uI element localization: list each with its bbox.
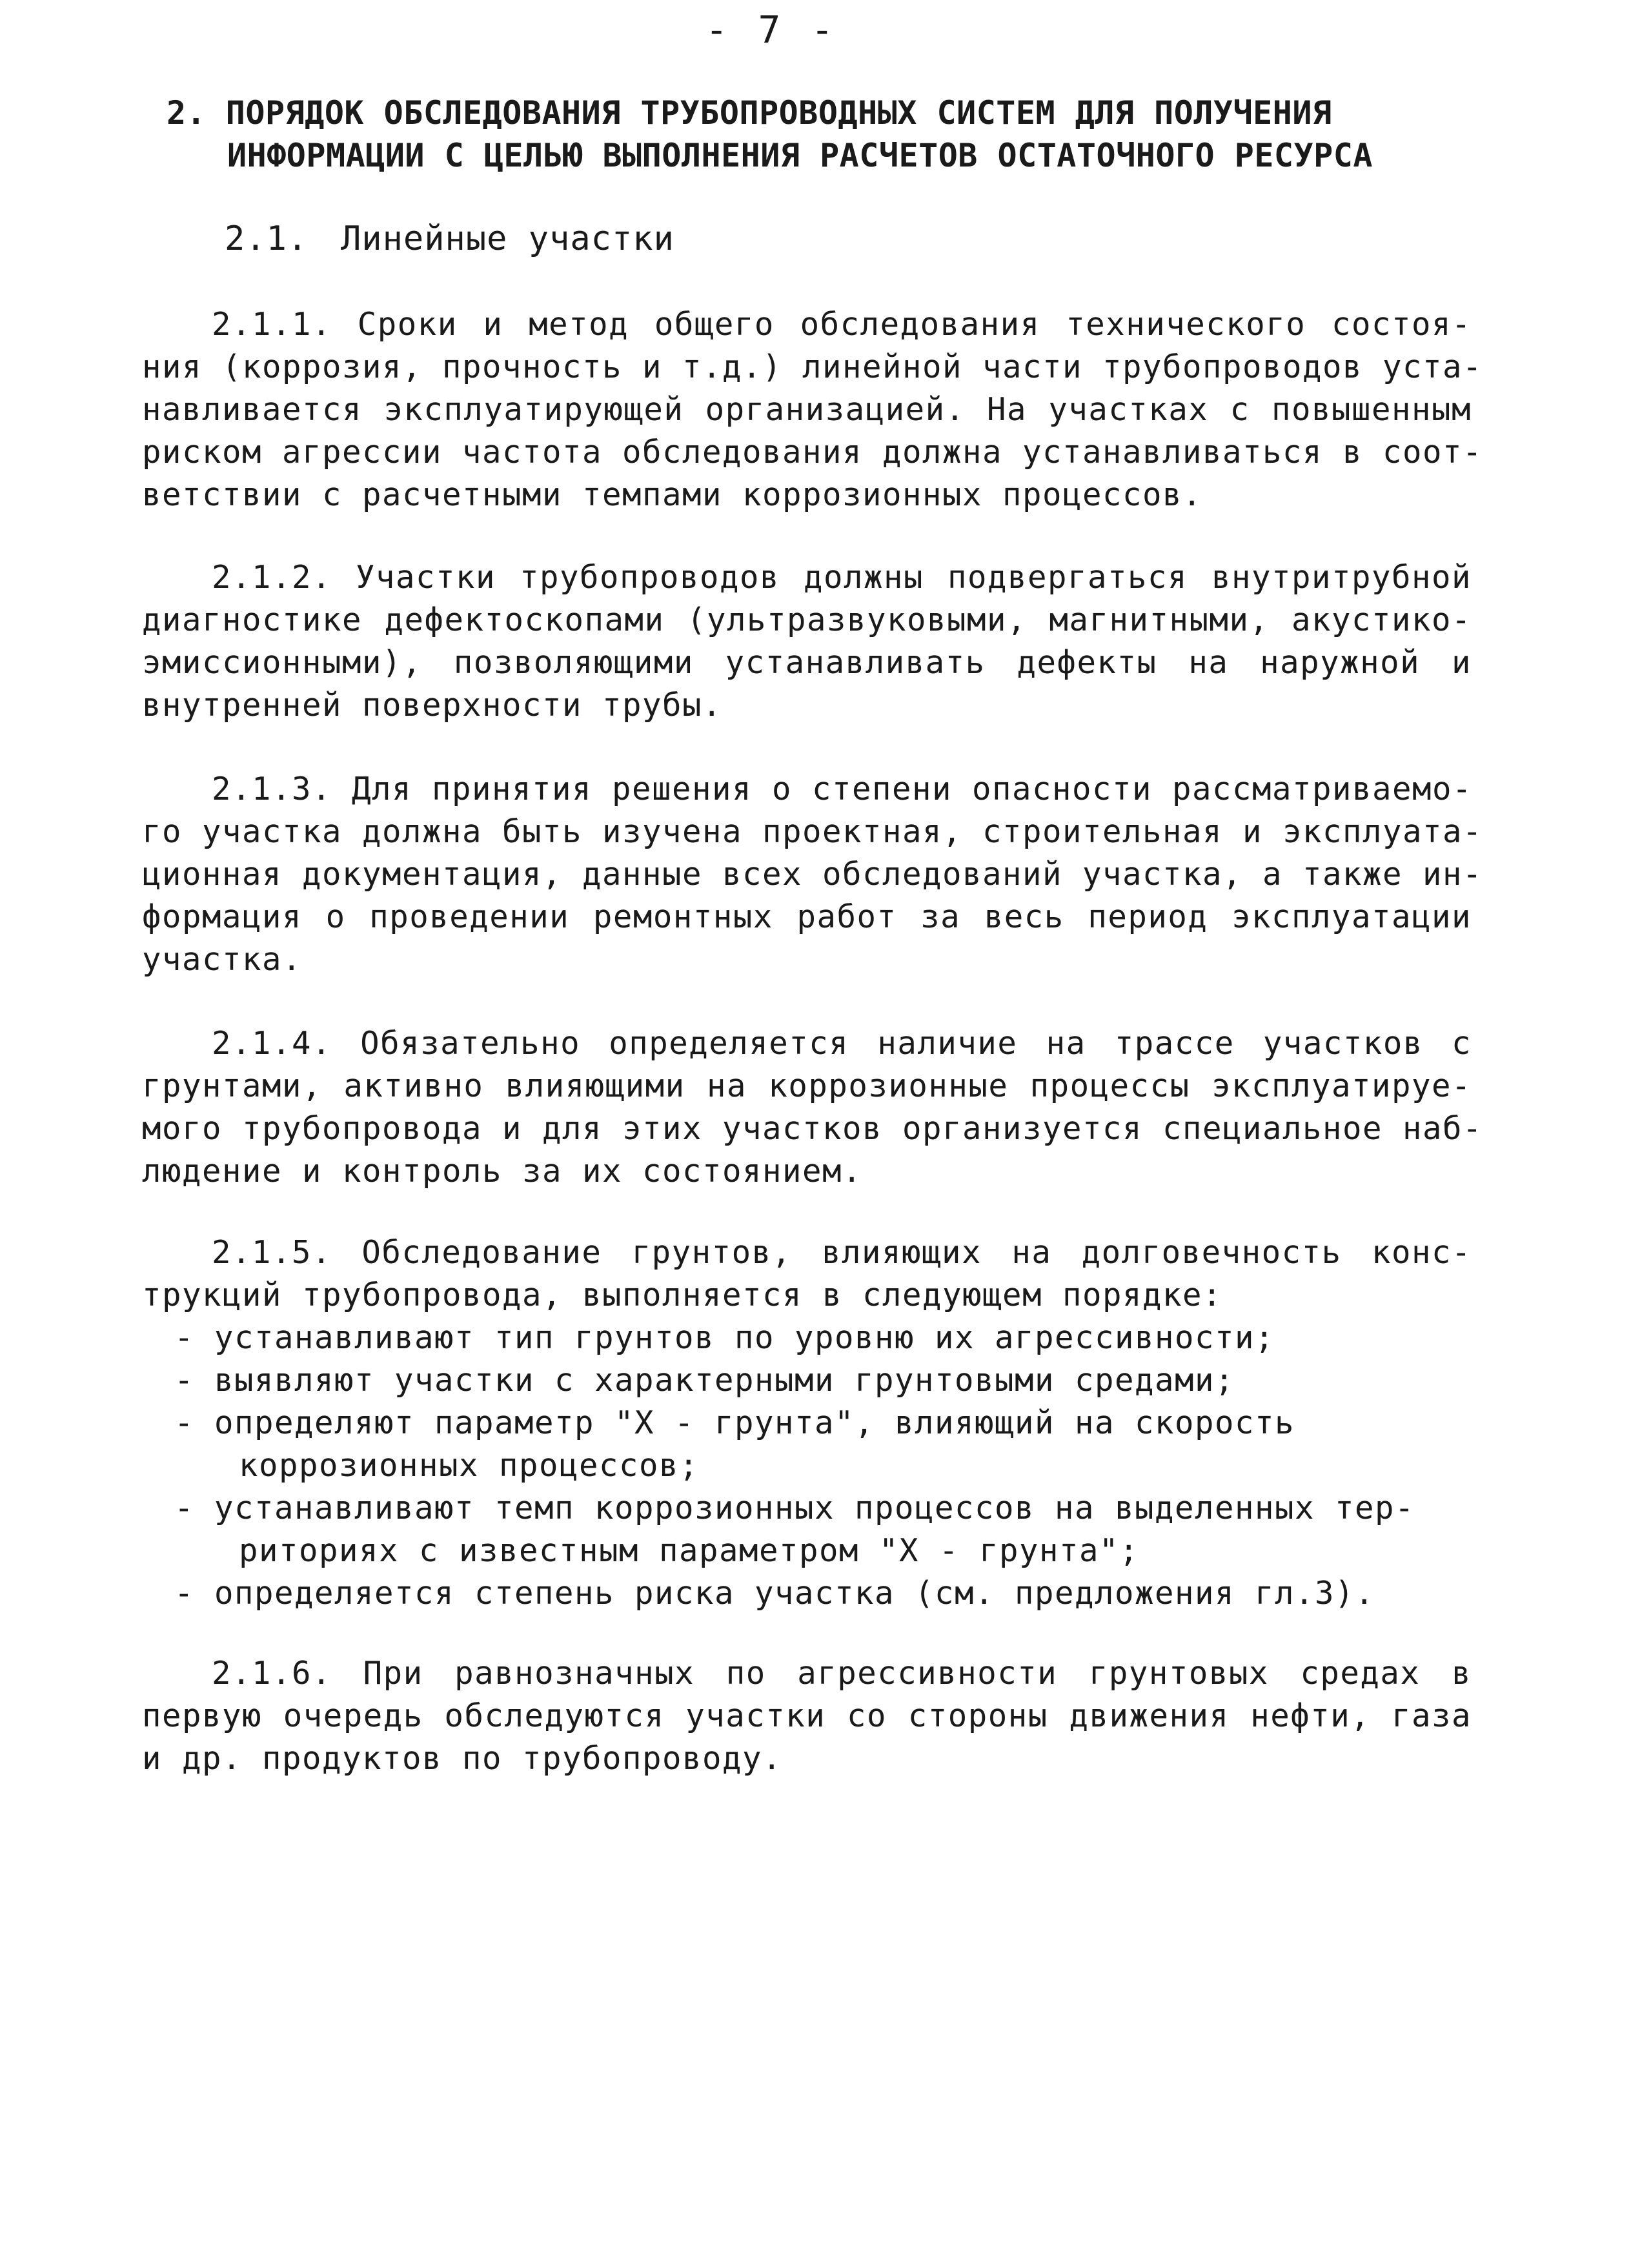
paragraph-2-1-4 xyxy=(142,1022,1483,1193)
list-item: - устанавливают темп коррозионных процессов на выделенных тер- риториях с известным параметром "Х - грунта"; xyxy=(174,1490,1415,1569)
subsection-heading xyxy=(225,219,674,258)
paragraph-line: мого трубопровода и для этих участков организуется специальное наб- xyxy=(142,1110,1483,1147)
paragraph-2-1-2 xyxy=(142,556,1472,727)
section-heading-line-2: ИНФОРМАЦИИ С ЦЕЛЬЮ ВЫПОЛНЕНИЯ РАСЧЕТОВ ОСТАТОЧНОГО РЕСУРСА xyxy=(227,137,1373,174)
paragraph-line: 2.1.4. Обязательно определяется наличие на трассе участков с xyxy=(212,1025,1472,1062)
paragraph-line: первую очередь обследуются участки со стороны движения нефти, газа xyxy=(142,1697,1472,1734)
paragraph-line: ветствии с расчетными темпами коррозионных процессов. xyxy=(142,476,1203,513)
paragraph-line: диагностике дефектоскопами (ультразвуковыми, магнитными, акустико- xyxy=(142,602,1472,638)
paragraph-line: людение и контроль за их состоянием. xyxy=(142,1153,863,1190)
page-number: - 7 - xyxy=(705,8,838,52)
section-heading-line-1: 2. ПОРЯДОК ОБСЛЕДОВАНИЯ ТРУБОПРОВОДНЫХ СИСТЕМ ДЛЯ ПОЛУЧЕНИЯ xyxy=(167,94,1332,132)
paragraph-line: 2.1.2. Участки трубопроводов должны подвергаться внутритрубной xyxy=(212,559,1472,596)
paragraph-line: 2.1.3. Для принятия решения о степени опасности рассматриваемо- xyxy=(212,771,1473,807)
paragraph-line: и др. продуктов по трубопроводу. xyxy=(142,1740,783,1777)
subsection-title: Линейные участки xyxy=(341,219,674,258)
list-item: - устанавливают тип грунтов по уровню их агрессивности; xyxy=(174,1319,1275,1356)
paragraph-2-1-6 xyxy=(142,1652,1472,1780)
paragraph-line: навливается эксплуатирующей организацией. На участках с повышенным xyxy=(142,391,1472,428)
list-item: - определяется степень риска участка (см. предложения гл.3). xyxy=(174,1575,1375,1612)
subsection-number: 2.1. xyxy=(225,219,309,258)
list-item: - выявляют участки с характерными грунтовыми средами; xyxy=(174,1362,1235,1399)
paragraph-line: ния (коррозия, прочность и т.д.) линейной части трубопроводов уста- xyxy=(142,349,1483,385)
paragraph-line: эмиссионными), позволяющими устанавливать дефекты на наружной и xyxy=(142,644,1472,681)
paragraph-line: 2.1.6. При равнозначных по агрессивности грунтовых средах в xyxy=(212,1655,1472,1692)
paragraph-2-1-1 xyxy=(142,303,1483,516)
paragraph-line: риском агрессии частота обследования должна устанавливаться в соот- xyxy=(142,434,1483,471)
paragraph-2-1-3 xyxy=(142,768,1483,981)
paragraph-line: грунтами, активно влияющими на коррозионные процессы эксплуатируе- xyxy=(142,1068,1472,1104)
paragraph-line: формация о проведении ремонтных работ за весь период эксплуатации xyxy=(142,898,1472,935)
section-heading xyxy=(167,92,1522,177)
paragraph-line: го участка должна быть изучена проектная, строительная и эксплуата- xyxy=(142,813,1483,850)
paragraph-line: ционная документация, данные всех обследований участка, а также ин- xyxy=(142,856,1483,893)
paragraph-line: участка. xyxy=(142,941,303,978)
paragraph-2-1-5 xyxy=(142,1231,1472,1615)
paragraph-line: 2.1.5. Обследование грунтов, влияющих на долговечность конс- xyxy=(212,1234,1472,1271)
paragraph-line: внутренней поверхности трубы. xyxy=(142,687,723,724)
paragraph-line: трукций трубопровода, выполняется в следующем порядке: xyxy=(142,1277,1223,1313)
list-item: - определяют параметр "Х - грунта", влияющий на скорость коррозионных процессов; xyxy=(174,1404,1295,1484)
paragraph-line: 2.1.1. Сроки и метод общего обследования технического состоя- xyxy=(212,306,1472,343)
